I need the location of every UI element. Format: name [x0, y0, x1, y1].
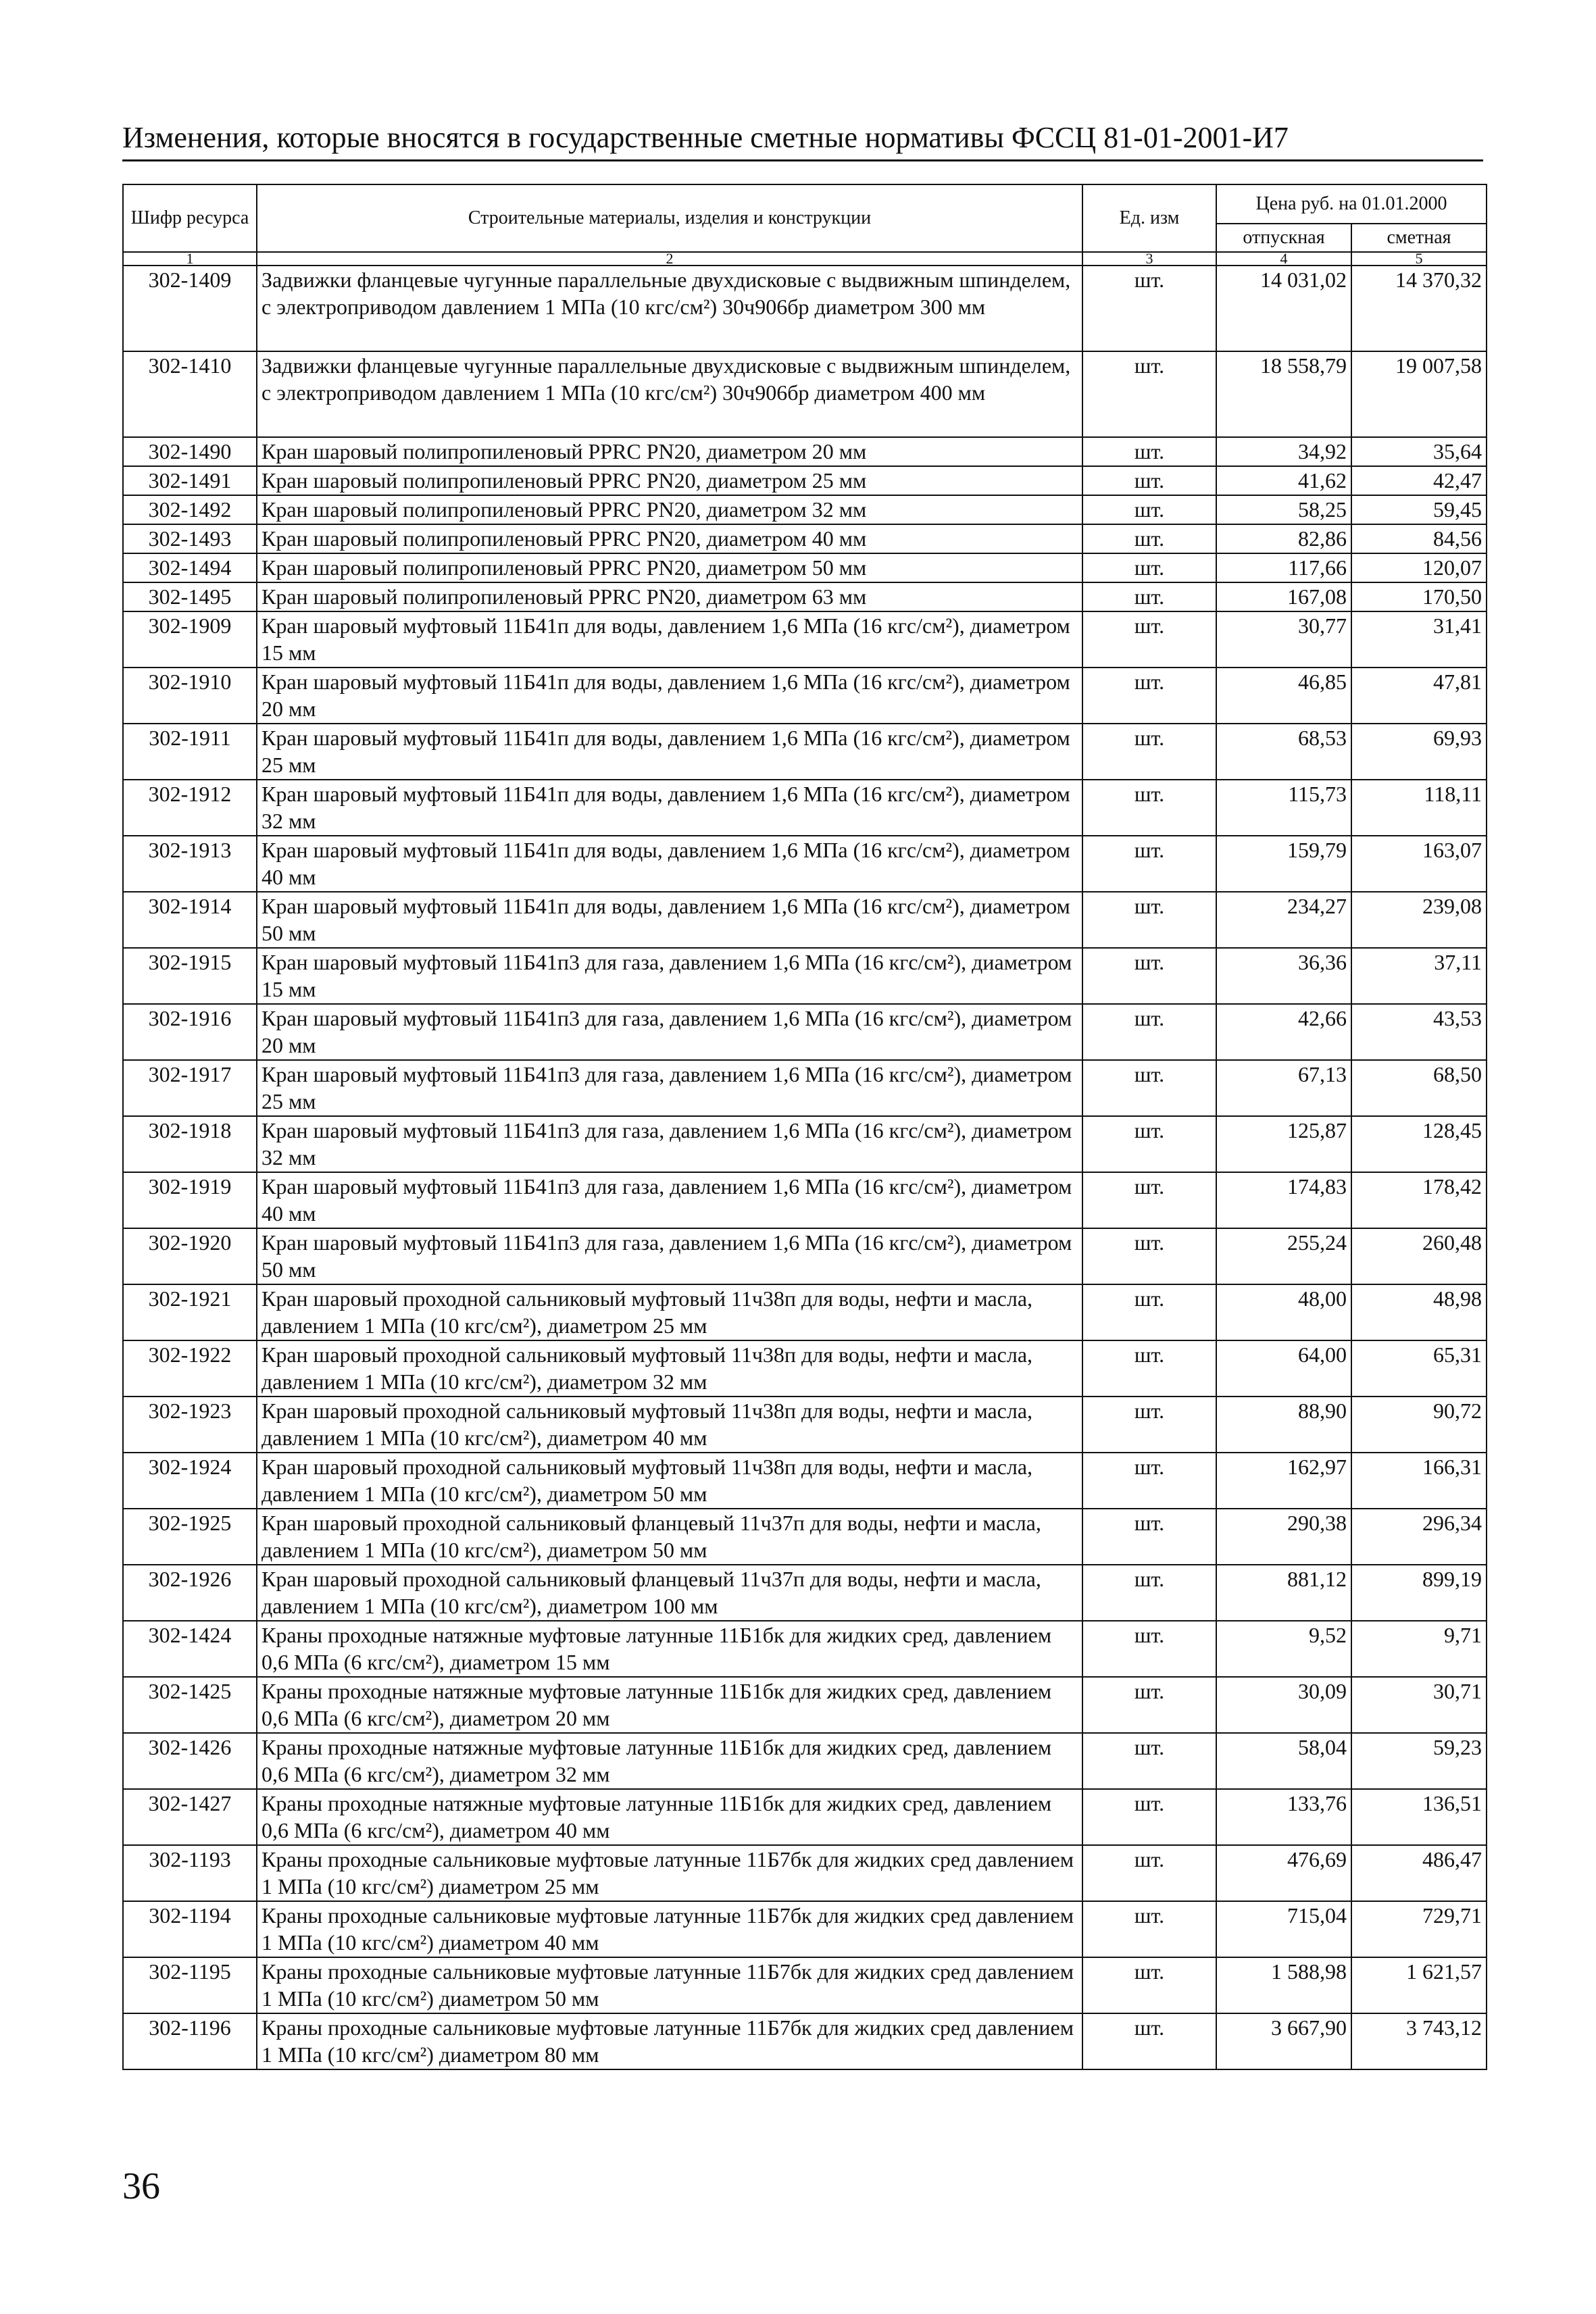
resource-code: 302-1194 [123, 1901, 257, 1957]
item-description: Кран шаровый полипропиленовый PPRC PN20, диаметром 32 мм [257, 495, 1082, 524]
unit-of-measure: шт. [1082, 1845, 1216, 1901]
col-price-group-header: Цена руб. на 01.01.2000 [1216, 184, 1487, 224]
estimate-price: 68,50 [1351, 1060, 1487, 1116]
col-release-price-header: отпускная [1216, 224, 1351, 252]
unit-of-measure: шт. [1082, 1004, 1216, 1060]
item-description: Кран шаровый проходной сальниковый фланцевый 11ч37п для воды, нефти и масла, давлением 1 МПа (10 кгс/см²), диаметром 100 мм [257, 1565, 1082, 1621]
table-row [123, 1621, 1487, 1677]
unit-of-measure: шт. [1082, 668, 1216, 724]
release-price: 162,97 [1216, 1453, 1351, 1509]
unit-of-measure: шт. [1082, 724, 1216, 780]
table-row [123, 724, 1487, 780]
unit-of-measure: шт. [1082, 1733, 1216, 1789]
resource-code: 302-1913 [123, 836, 257, 892]
release-price: 115,73 [1216, 780, 1351, 836]
resource-code: 302-1924 [123, 1453, 257, 1509]
resource-code: 302-1911 [123, 724, 257, 780]
resource-code: 302-1427 [123, 1789, 257, 1845]
table-row [123, 1004, 1487, 1060]
table-row [123, 1901, 1487, 1957]
estimate-price: 59,45 [1351, 495, 1487, 524]
unit-of-measure: шт. [1082, 553, 1216, 582]
release-price: 88,90 [1216, 1397, 1351, 1453]
table-row [123, 1060, 1487, 1116]
resource-code: 302-1425 [123, 1677, 257, 1733]
col-unit-header: Ед. изм [1082, 184, 1216, 252]
resource-code: 302-1915 [123, 948, 257, 1004]
table-row [123, 1677, 1487, 1733]
table-row [123, 437, 1487, 466]
table-row [123, 1284, 1487, 1340]
table-row [123, 495, 1487, 524]
item-description: Краны проходные натяжные муфтовые латунные 11Б1бк для жидких сред, давлением 0,6 МПа (6 кгс/см²), диаметром 20 мм [257, 1677, 1082, 1733]
unit-of-measure: шт. [1082, 1957, 1216, 2013]
table-row [123, 1397, 1487, 1453]
item-description: Краны проходные сальниковые муфтовые латунные 11Б7бк для жидких сред давлением 1 МПа (10 кгс/см²) диаметром 40 мм [257, 1901, 1082, 1957]
unit-of-measure: шт. [1082, 1060, 1216, 1116]
estimate-price: 163,07 [1351, 836, 1487, 892]
table-row [123, 611, 1487, 668]
resource-code: 302-1909 [123, 611, 257, 668]
resource-code: 302-1925 [123, 1509, 257, 1565]
table-row [123, 1509, 1487, 1565]
item-description: Кран шаровый муфтовый 11Б41п для воды, давлением 1,6 МПа (16 кгс/см²), диаметром 25 мм [257, 724, 1082, 780]
table-row [123, 524, 1487, 553]
unit-of-measure: шт. [1082, 1677, 1216, 1733]
item-description: Кран шаровый муфтовый 11Б41п3 для газа, давлением 1,6 МПа (16 кгс/см²), диаметром 32 мм [257, 1116, 1082, 1172]
estimate-price: 30,71 [1351, 1677, 1487, 1733]
estimate-price: 69,93 [1351, 724, 1487, 780]
estimate-price: 65,31 [1351, 1340, 1487, 1397]
estimate-price: 37,11 [1351, 948, 1487, 1004]
release-price: 117,66 [1216, 553, 1351, 582]
unit-of-measure: шт. [1082, 1453, 1216, 1509]
release-price: 715,04 [1216, 1901, 1351, 1957]
estimate-price: 899,19 [1351, 1565, 1487, 1621]
resource-code: 302-1919 [123, 1172, 257, 1228]
item-description: Кран шаровый муфтовый 11Б41п3 для газа, давлением 1,6 МПа (16 кгс/см²), диаметром 15 мм [257, 948, 1082, 1004]
item-description: Задвижки фланцевые чугунные параллельные двухдисковые с выдвижным шпинделем, с электроприводом давлением 1 МПа (10 кгс/см²) 30ч906бр диаметром 300 мм [257, 266, 1082, 351]
estimate-price: 48,98 [1351, 1284, 1487, 1340]
table-row [123, 836, 1487, 892]
unit-of-measure: шт. [1082, 1116, 1216, 1172]
release-price: 133,76 [1216, 1789, 1351, 1845]
resource-code: 302-1914 [123, 892, 257, 948]
item-description: Кран шаровый полипропиленовый PPRC PN20, диаметром 25 мм [257, 466, 1082, 495]
estimate-price: 486,47 [1351, 1845, 1487, 1901]
release-price: 64,00 [1216, 1340, 1351, 1397]
table-row [123, 266, 1487, 351]
unit-of-measure: шт. [1082, 948, 1216, 1004]
estimate-price: 3 743,12 [1351, 2013, 1487, 2069]
item-description: Задвижки фланцевые чугунные параллельные двухдисковые с выдвижным шпинделем, с электроприводом давлением 1 МПа (10 кгс/см²) 30ч906бр диаметром 400 мм [257, 351, 1082, 437]
unit-of-measure: шт. [1082, 611, 1216, 668]
estimate-price: 42,47 [1351, 466, 1487, 495]
resource-code: 302-1493 [123, 524, 257, 553]
unit-of-measure: шт. [1082, 2013, 1216, 2069]
estimate-price: 90,72 [1351, 1397, 1487, 1453]
estimate-price: 178,42 [1351, 1172, 1487, 1228]
estimate-price: 43,53 [1351, 1004, 1487, 1060]
resource-code: 302-1912 [123, 780, 257, 836]
release-price: 9,52 [1216, 1621, 1351, 1677]
release-price: 34,92 [1216, 437, 1351, 466]
item-description: Кран шаровый полипропиленовый PPRC PN20, диаметром 63 мм [257, 582, 1082, 611]
table-row [123, 351, 1487, 437]
release-price: 82,86 [1216, 524, 1351, 553]
estimate-price: 128,45 [1351, 1116, 1487, 1172]
col-estimate-price-header: сметная [1351, 224, 1487, 252]
item-description: Кран шаровый муфтовый 11Б41п3 для газа, давлением 1,6 МПа (16 кгс/см²), диаметром 20 мм [257, 1004, 1082, 1060]
table-row [123, 892, 1487, 948]
item-description: Кран шаровый муфтовый 11Б41п3 для газа, давлением 1,6 МПа (16 кгс/см²), диаметром 50 мм [257, 1228, 1082, 1284]
table-row [123, 466, 1487, 495]
col-number: 4 [1216, 252, 1351, 266]
release-price: 36,36 [1216, 948, 1351, 1004]
price-table-body [123, 266, 1487, 2069]
table-row [123, 780, 1487, 836]
item-description: Кран шаровый полипропиленовый PPRC PN20, диаметром 40 мм [257, 524, 1082, 553]
resource-code: 302-1491 [123, 466, 257, 495]
resource-code: 302-1409 [123, 266, 257, 351]
table-row [123, 1228, 1487, 1284]
item-description: Кран шаровый проходной сальниковый муфтовый 11ч38п для воды, нефти и масла, давлением 1 МПа (10 кгс/см²), диаметром 32 мм [257, 1340, 1082, 1397]
estimate-price: 296,34 [1351, 1509, 1487, 1565]
release-price: 58,25 [1216, 495, 1351, 524]
release-price: 18 558,79 [1216, 351, 1351, 437]
unit-of-measure: шт. [1082, 780, 1216, 836]
resource-code: 302-1495 [123, 582, 257, 611]
release-price: 58,04 [1216, 1733, 1351, 1789]
unit-of-measure: шт. [1082, 1565, 1216, 1621]
resource-code: 302-1922 [123, 1340, 257, 1397]
estimate-price: 31,41 [1351, 611, 1487, 668]
resource-code: 302-1923 [123, 1397, 257, 1453]
release-price: 1 588,98 [1216, 1957, 1351, 2013]
col-code-header: Шифр ресурса [123, 184, 257, 252]
estimate-price: 84,56 [1351, 524, 1487, 553]
item-description: Кран шаровый муфтовый 11Б41п для воды, давлением 1,6 МПа (16 кгс/см²), диаметром 15 мм [257, 611, 1082, 668]
resource-code: 302-1916 [123, 1004, 257, 1060]
release-price: 881,12 [1216, 1565, 1351, 1621]
item-description: Кран шаровый проходной сальниковый муфтовый 11ч38п для воды, нефти и масла, давлением 1 МПа (10 кгс/см²), диаметром 40 мм [257, 1397, 1082, 1453]
release-price: 30,77 [1216, 611, 1351, 668]
unit-of-measure: шт. [1082, 266, 1216, 351]
unit-of-measure: шт. [1082, 1172, 1216, 1228]
unit-of-measure: шт. [1082, 1621, 1216, 1677]
item-description: Краны проходные натяжные муфтовые латунные 11Б1бк для жидких сред, давлением 0,6 МПа (6 кгс/см²), диаметром 15 мм [257, 1621, 1082, 1677]
item-description: Краны проходные сальниковые муфтовые латунные 11Б7бк для жидких сред давлением 1 МПа (10 кгс/см²) диаметром 50 мм [257, 1957, 1082, 2013]
table-row [123, 582, 1487, 611]
estimate-price: 166,31 [1351, 1453, 1487, 1509]
unit-of-measure: шт. [1082, 892, 1216, 948]
release-price: 159,79 [1216, 836, 1351, 892]
unit-of-measure: шт. [1082, 437, 1216, 466]
resource-code: 302-1426 [123, 1733, 257, 1789]
release-price: 41,62 [1216, 466, 1351, 495]
estimate-price: 120,07 [1351, 553, 1487, 582]
unit-of-measure: шт. [1082, 1340, 1216, 1397]
resource-code: 302-1193 [123, 1845, 257, 1901]
estimate-price: 47,81 [1351, 668, 1487, 724]
resource-code: 302-1926 [123, 1565, 257, 1621]
table-row [123, 1565, 1487, 1621]
table-row [123, 1957, 1487, 2013]
estimate-price: 118,11 [1351, 780, 1487, 836]
release-price: 476,69 [1216, 1845, 1351, 1901]
release-price: 234,27 [1216, 892, 1351, 948]
resource-code: 302-1494 [123, 553, 257, 582]
unit-of-measure: шт. [1082, 466, 1216, 495]
table-row [123, 1789, 1487, 1845]
unit-of-measure: шт. [1082, 1228, 1216, 1284]
unit-of-measure: шт. [1082, 524, 1216, 553]
price-table-header [123, 184, 1487, 266]
resource-code: 302-1410 [123, 351, 257, 437]
item-description: Краны проходные натяжные муфтовые латунные 11Б1бк для жидких сред, давлением 0,6 МПа (6 кгс/см²), диаметром 40 мм [257, 1789, 1082, 1845]
release-price: 46,85 [1216, 668, 1351, 724]
release-price: 48,00 [1216, 1284, 1351, 1340]
estimate-price: 59,23 [1351, 1733, 1487, 1789]
item-description: Кран шаровый муфтовый 11Б41п для воды, давлением 1,6 МПа (16 кгс/см²), диаметром 32 мм [257, 780, 1082, 836]
resource-code: 302-1424 [123, 1621, 257, 1677]
release-price: 68,53 [1216, 724, 1351, 780]
price-table [122, 184, 1487, 2070]
estimate-price: 729,71 [1351, 1901, 1487, 1957]
table-row [123, 1172, 1487, 1228]
item-description: Краны проходные сальниковые муфтовые латунные 11Б7бк для жидких сред давлением 1 МПа (10 кгс/см²) диаметром 80 мм [257, 2013, 1082, 2069]
release-price: 3 667,90 [1216, 2013, 1351, 2069]
resource-code: 302-1490 [123, 437, 257, 466]
table-row [123, 668, 1487, 724]
unit-of-measure: шт. [1082, 1509, 1216, 1565]
resource-code: 302-1910 [123, 668, 257, 724]
page-header-title: Изменения, которые вносятся в государственные сметные нормативы ФССЦ 81-01-2001-И7 [122, 121, 1289, 154]
col-number: 3 [1082, 252, 1216, 266]
release-price: 67,13 [1216, 1060, 1351, 1116]
item-description: Кран шаровый муфтовый 11Б41п для воды, давлением 1,6 МПа (16 кгс/см²), диаметром 20 мм [257, 668, 1082, 724]
release-price: 14 031,02 [1216, 266, 1351, 351]
unit-of-measure: шт. [1082, 1397, 1216, 1453]
estimate-price: 14 370,32 [1351, 266, 1487, 351]
release-price: 42,66 [1216, 1004, 1351, 1060]
unit-of-measure: шт. [1082, 1284, 1216, 1340]
table-row [123, 1845, 1487, 1901]
resource-code: 302-1492 [123, 495, 257, 524]
estimate-price: 9,71 [1351, 1621, 1487, 1677]
page-number: 36 [122, 2165, 160, 2207]
estimate-price: 19 007,58 [1351, 351, 1487, 437]
estimate-price: 1 621,57 [1351, 1957, 1487, 2013]
item-description: Кран шаровый муфтовый 11Б41п для воды, давлением 1,6 МПа (16 кгс/см²), диаметром 50 мм [257, 892, 1082, 948]
release-price: 290,38 [1216, 1509, 1351, 1565]
estimate-price: 35,64 [1351, 437, 1487, 466]
item-description: Кран шаровый муфтовый 11Б41п3 для газа, давлением 1,6 МПа (16 кгс/см²), диаметром 40 мм [257, 1172, 1082, 1228]
col-number: 1 [123, 252, 257, 266]
unit-of-measure: шт. [1082, 1789, 1216, 1845]
resource-code: 302-1195 [123, 1957, 257, 2013]
resource-code: 302-1917 [123, 1060, 257, 1116]
table-row [123, 1340, 1487, 1397]
release-price: 167,08 [1216, 582, 1351, 611]
unit-of-measure: шт. [1082, 836, 1216, 892]
item-description: Кран шаровый проходной сальниковый фланцевый 11ч37п для воды, нефти и масла, давлением 1 МПа (10 кгс/см²), диаметром 50 мм [257, 1509, 1082, 1565]
release-price: 30,09 [1216, 1677, 1351, 1733]
release-price: 174,83 [1216, 1172, 1351, 1228]
estimate-price: 170,50 [1351, 582, 1487, 611]
item-description: Краны проходные натяжные муфтовые латунные 11Б1бк для жидких сред, давлением 0,6 МПа (6 кгс/см²), диаметром 32 мм [257, 1733, 1082, 1789]
col-number: 5 [1351, 252, 1487, 266]
table-row [123, 1116, 1487, 1172]
item-description: Кран шаровый муфтовый 11Б41п для воды, давлением 1,6 МПа (16 кгс/см²), диаметром 40 мм [257, 836, 1082, 892]
resource-code: 302-1918 [123, 1116, 257, 1172]
item-description: Кран шаровый муфтовый 11Б41п3 для газа, давлением 1,6 МПа (16 кгс/см²), диаметром 25 мм [257, 1060, 1082, 1116]
item-description: Кран шаровый полипропиленовый PPRC PN20, диаметром 20 мм [257, 437, 1082, 466]
item-description: Краны проходные сальниковые муфтовые латунные 11Б7бк для жидких сред давлением 1 МПа (10 кгс/см²) диаметром 25 мм [257, 1845, 1082, 1901]
table-row [123, 1453, 1487, 1509]
resource-code: 302-1920 [123, 1228, 257, 1284]
item-description: Кран шаровый полипропиленовый PPRC PN20, диаметром 50 мм [257, 553, 1082, 582]
table-row [123, 1733, 1487, 1789]
unit-of-measure: шт. [1082, 495, 1216, 524]
estimate-price: 136,51 [1351, 1789, 1487, 1845]
table-row [123, 2013, 1487, 2069]
resource-code: 302-1921 [123, 1284, 257, 1340]
estimate-price: 260,48 [1351, 1228, 1487, 1284]
release-price: 255,24 [1216, 1228, 1351, 1284]
col-number: 2 [257, 252, 1082, 266]
header-rule [122, 159, 1483, 161]
unit-of-measure: шт. [1082, 351, 1216, 437]
resource-code: 302-1196 [123, 2013, 257, 2069]
unit-of-measure: шт. [1082, 1901, 1216, 1957]
item-description: Кран шаровый проходной сальниковый муфтовый 11ч38п для воды, нефти и масла, давлением 1 МПа (10 кгс/см²), диаметром 50 мм [257, 1453, 1082, 1509]
estimate-price: 239,08 [1351, 892, 1487, 948]
table-row [123, 948, 1487, 1004]
table-row [123, 553, 1487, 582]
col-name-header: Строительные материалы, изделия и конструкции [257, 184, 1082, 252]
item-description: Кран шаровый проходной сальниковый муфтовый 11ч38п для воды, нефти и масла, давлением 1 МПа (10 кгс/см²), диаметром 25 мм [257, 1284, 1082, 1340]
release-price: 125,87 [1216, 1116, 1351, 1172]
unit-of-measure: шт. [1082, 582, 1216, 611]
